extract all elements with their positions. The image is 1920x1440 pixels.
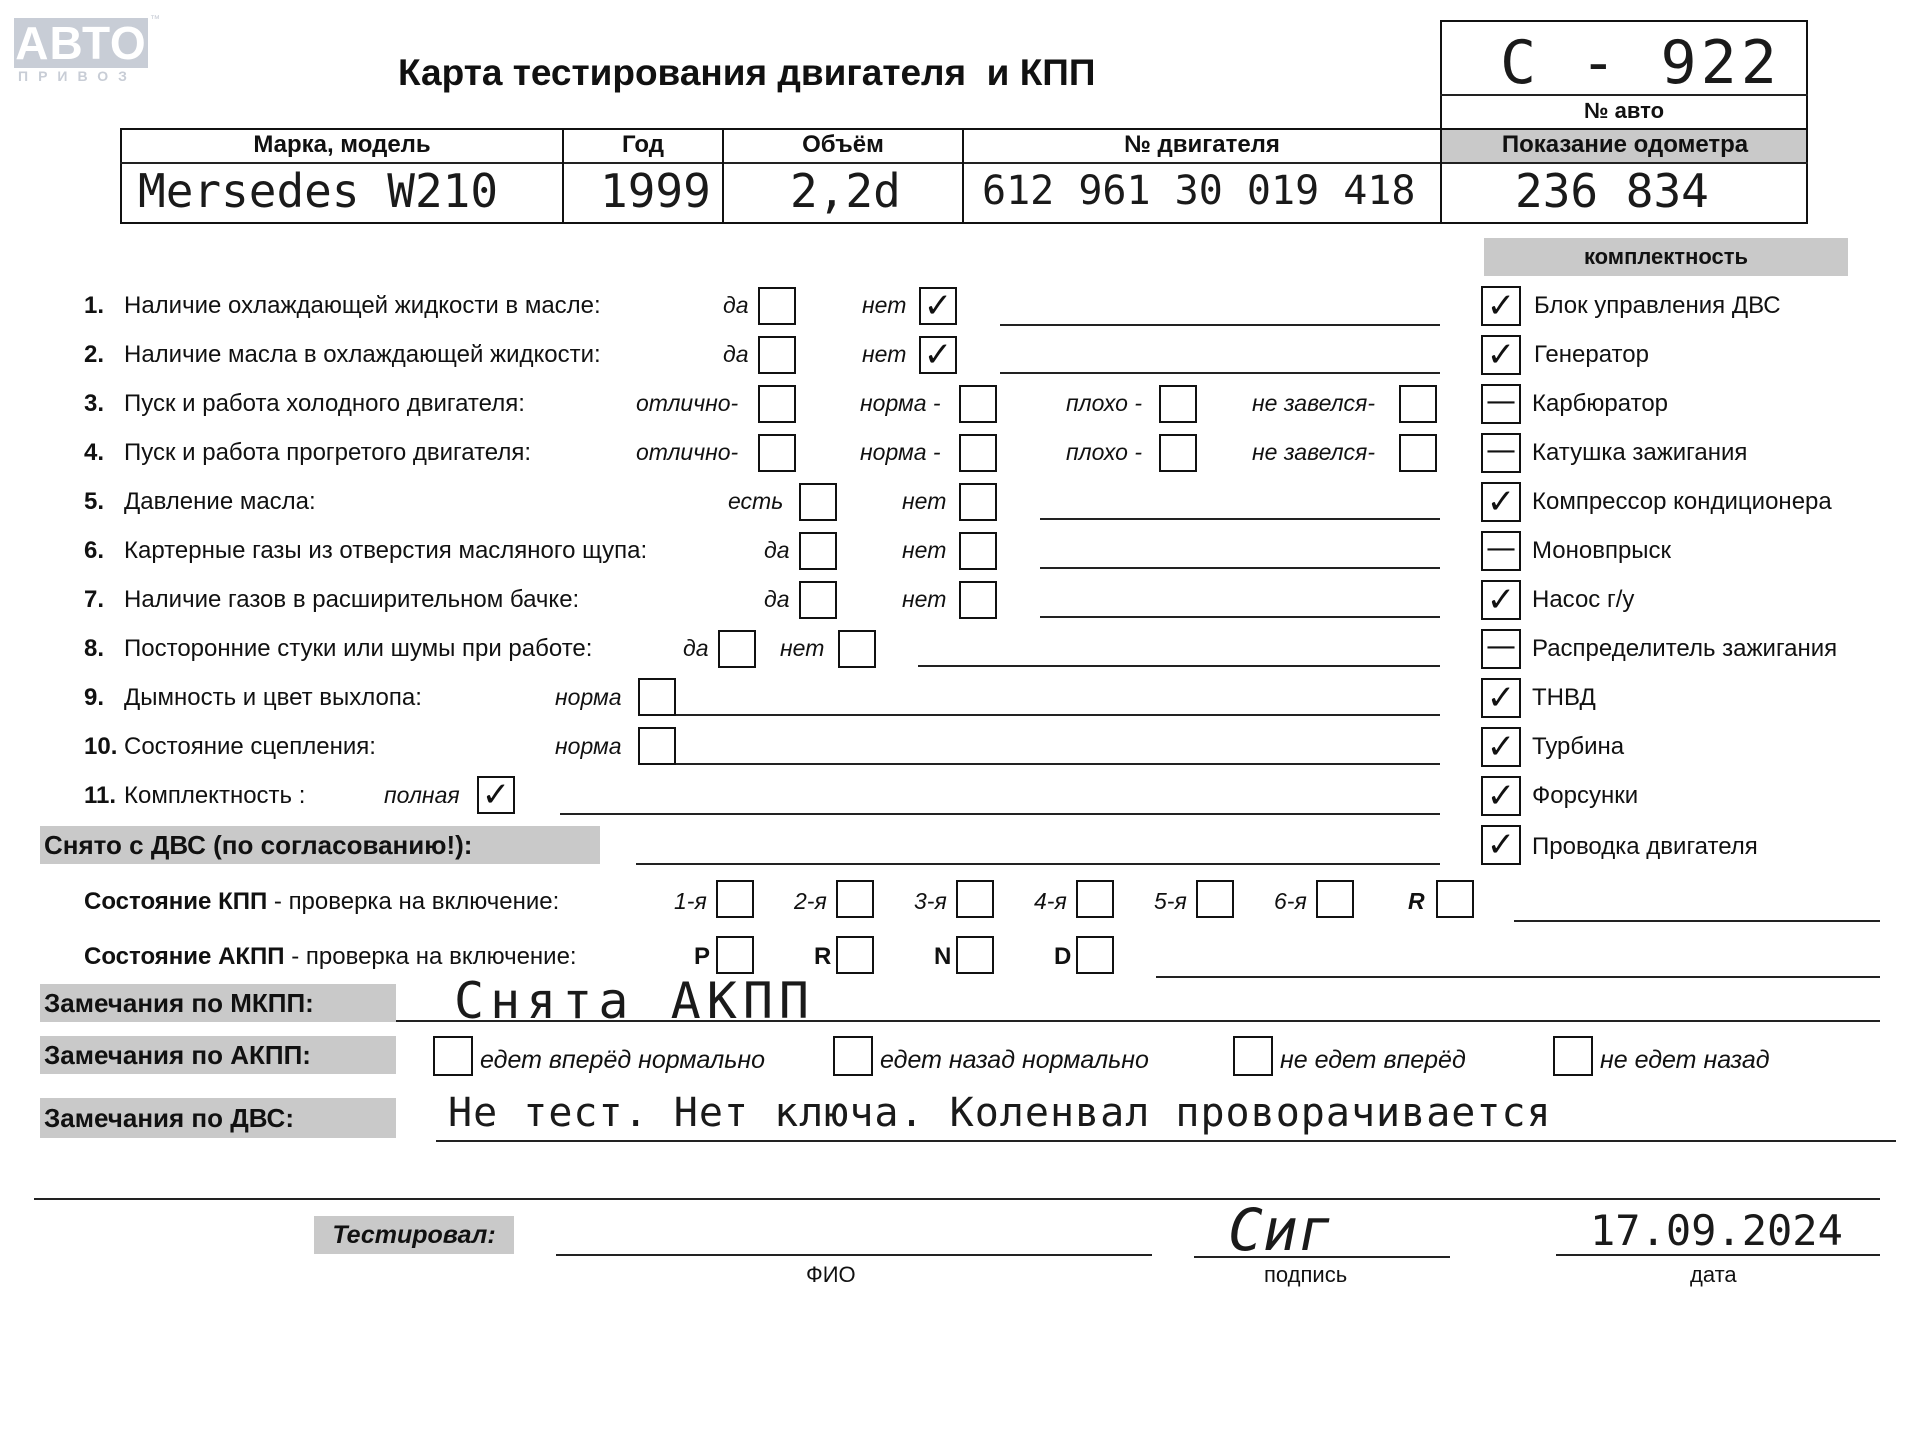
check-icon: ✓ [481,775,511,815]
checkbox-exhaust-normal[interactable] [638,678,676,716]
akpp-title: Состояние АКПП [84,943,285,970]
checkbox-oil-in-coolant-yes[interactable] [758,336,796,374]
check-icon: ✓ [1486,776,1516,816]
date-value: 17.09.2024 [1590,1206,1843,1255]
komplekt-item-ac-compressor: Компрессор кондиционера [1532,488,1832,515]
checkbox-akpp-forward-normal[interactable] [433,1036,473,1076]
option-label: да [764,537,790,563]
option-label: полная [384,782,460,808]
dash-icon: — [1486,531,1516,566]
checkbox-oil-pressure-yes[interactable] [799,483,837,521]
option-label: да [723,292,749,318]
option-label: не завелся- [1252,439,1376,465]
akpp-label [84,943,577,971]
check-icon: ✓ [1486,335,1516,375]
option-label: есть [728,488,784,514]
checkbox-gear-r[interactable] [1436,880,1474,918]
gear-label: 5-я [1154,888,1187,914]
checkbox-akpp-r[interactable] [836,936,874,974]
header-odometer: Показание одометра [1501,131,1749,158]
checkbox-noise-yes[interactable] [718,630,756,668]
signature-value: Сиг [1228,1196,1333,1264]
item-label: Наличие охлаждающей жидкости в масле: [124,292,601,319]
komplekt-item-carburetor: Карбюратор [1532,390,1669,417]
gear-label: 1-я [674,888,707,914]
checkbox-crankcase-gases-no[interactable] [959,532,997,570]
option-label: да [683,635,709,661]
item-number: 9. [84,684,105,711]
komplekt-item-turbo: Турбина [1532,733,1625,760]
checkbox-expansion-tank-gases-no[interactable] [959,581,997,619]
akpp-option-label: едет назад нормально [880,1046,1149,1074]
value-model: Mersedes W210 [138,164,499,218]
option-label: отлично- [636,390,739,416]
option-label: нет [902,586,947,612]
checkbox-cold-start-failed[interactable] [1399,385,1437,423]
option-label: норма [555,733,622,759]
car-number-value: С - 922 [1500,28,1781,98]
checkbox-akpp-no-reverse[interactable] [1553,1036,1593,1076]
item-number: 6. [84,537,105,564]
item-label: Комплектность : [124,782,306,809]
remarks-mkpp-value: Снята АКПП [454,972,816,1030]
item-label: Состояние сцепления: [124,733,376,760]
option-label: нет [862,341,907,367]
item-number: 8. [84,635,105,662]
checkbox-warm-start-normal[interactable] [959,434,997,472]
checkbox-gear-3[interactable] [956,880,994,918]
gear-label: 2-я [794,888,827,914]
kpp-label [84,888,559,916]
option-label: нет [780,635,825,661]
komplekt-item-distributor: Распределитель зажигания [1532,635,1838,662]
dash-icon: — [1486,384,1516,419]
checkbox-akpp-no-forward[interactable] [1233,1036,1273,1076]
value-year: 1999 [600,164,711,218]
page-title: Карта тестирования двигателя и КПП [398,52,1096,93]
checkbox-gear-4[interactable] [1076,880,1114,918]
check-icon: ✓ [923,286,953,326]
komplekt-item-ignition-coil: Катушка зажигания [1532,439,1748,466]
option-label: отлично- [636,439,739,465]
header-engine-number: № двигателя [1124,131,1280,158]
option-label: да [723,341,749,367]
checkbox-gear-6[interactable] [1316,880,1354,918]
checkbox-cold-start-bad[interactable] [1159,385,1197,423]
gear-label: R [1408,888,1425,914]
option-label: нет [862,292,907,318]
komplekt-item-mono-injection: Моновпрыск [1532,537,1672,564]
akpp-gear-label: D [1054,943,1072,970]
option-label: плохо - [1066,390,1142,416]
check-icon: ✓ [1486,727,1516,767]
checkbox-oil-pressure-no[interactable] [959,483,997,521]
logo: АВТО [15,17,147,69]
check-icon: ✓ [1486,482,1516,522]
checkbox-gear-1[interactable] [716,880,754,918]
remarks-dvs-value: Не тест. Нет ключа. Коленвал проворачивается [448,1090,1552,1136]
kpp-title: Состояние КПП [84,888,268,915]
checkbox-warm-start-bad[interactable] [1159,434,1197,472]
item-number: 5. [84,488,105,515]
komplekt-item-ecu: Блок управления ДВС [1534,292,1781,319]
checkbox-expansion-tank-gases-yes[interactable] [799,581,837,619]
checkbox-cold-start-normal[interactable] [959,385,997,423]
header-year: Год [622,131,664,158]
item-number: 10. [84,733,118,760]
item-label: Дымность и цвет выхлопа: [124,684,422,711]
checkbox-akpp-n[interactable] [956,936,994,974]
checkbox-gear-2[interactable] [836,880,874,918]
car-number-label: № авто [1583,98,1665,123]
checkbox-crankcase-gases-yes[interactable] [799,532,837,570]
option-label: норма - [860,390,941,416]
checkbox-cold-start-excellent[interactable] [758,385,796,423]
remarks-akpp-label: Замечания по АКПП: [40,1036,396,1074]
checkbox-akpp-p[interactable] [716,936,754,974]
komplektnost-title: комплектность [1484,238,1848,276]
gear-label: 3-я [914,888,947,914]
item-number: 7. [84,586,105,613]
removed-label: Снято с ДВС (по согласованию!): [40,826,600,864]
signature-label: подпись [1264,1262,1348,1287]
header-volume: Объём [802,131,884,158]
checkbox-coolant-in-oil-yes[interactable] [758,287,796,325]
value-volume: 2,2d [790,164,901,218]
check-icon: ✓ [923,335,953,375]
akpp-gear-label: R [814,943,832,970]
komplekt-item-injectors: Форсунки [1532,782,1639,809]
option-label: норма - [860,439,941,465]
komplekt-item-engine-wiring: Проводка двигателя [1532,833,1758,860]
checkbox-akpp-d[interactable] [1076,936,1114,974]
remarks-dvs-label: Замечания по ДВС: [40,1098,396,1138]
check-icon: ✓ [1486,580,1516,620]
gear-label: 6-я [1274,888,1307,914]
checkbox-noise-no[interactable] [838,630,876,668]
gear-label: 4-я [1034,888,1067,914]
date-label: дата [1690,1262,1737,1287]
item-label: Картерные газы из отверстия масляного щупа: [124,537,648,564]
check-icon: ✓ [1486,825,1516,865]
option-label: норма [555,684,622,710]
fio-label: ФИО [806,1262,856,1287]
item-number: 11. [84,782,117,809]
option-label: не завелся- [1252,390,1376,416]
akpp-option-label: не едет назад [1600,1046,1770,1074]
header-model: Марка, модель [253,131,431,158]
akpp-subtitle: - проверка на включение: [284,943,577,970]
item-number: 2. [84,341,105,368]
checkbox-akpp-reverse-normal[interactable] [833,1036,873,1076]
trademark-sign: ™ [150,14,160,25]
logo-subtitle: ПРИВОЗ [18,68,137,84]
value-odometer: 236 834 [1515,164,1709,218]
dash-icon: — [1486,629,1516,664]
tested-label: Тестировал: [314,1216,514,1254]
akpp-option-label: не едет вперёд [1280,1046,1466,1074]
item-number: 4. [84,439,105,466]
akpp-gear-label: N [934,943,952,970]
item-label: Давление масла: [124,488,316,515]
item-label: Наличие газов в расширительном бачке: [124,586,580,613]
option-label: нет [902,488,947,514]
checkbox-gear-5[interactable] [1196,880,1234,918]
checkbox-clutch-normal[interactable] [638,727,676,765]
check-icon: ✓ [1486,678,1516,718]
option-label: да [764,586,790,612]
akpp-option-label: едет вперёд нормально [480,1046,766,1074]
akpp-gear-label: P [694,943,711,970]
item-number: 1. [84,292,105,319]
item-label: Пуск и работа холодного двигателя: [124,390,525,417]
komplekt-item-injection-pump: ТНВД [1532,684,1596,711]
dash-icon: — [1486,433,1516,468]
kpp-subtitle: - проверка на включение: [267,888,560,915]
check-icon: ✓ [1486,286,1516,326]
checkbox-warm-start-excellent[interactable] [758,434,796,472]
remarks-mkpp-label: Замечания по МКПП: [40,984,396,1022]
checkbox-warm-start-failed[interactable] [1399,434,1437,472]
option-label: плохо - [1066,439,1142,465]
option-label: нет [902,537,947,563]
item-label: Посторонние стуки или шумы при работе: [124,635,593,662]
komplekt-item-power-steering-pump: Насос г/у [1532,586,1635,613]
item-label: Пуск и работа прогретого двигателя: [124,439,532,466]
value-engine-number: 612 961 30 019 418 [982,168,1416,214]
komplekt-item-generator: Генератор [1534,341,1649,368]
item-label: Наличие масла в охлаждающей жидкости: [124,341,601,368]
item-number: 3. [84,390,105,417]
